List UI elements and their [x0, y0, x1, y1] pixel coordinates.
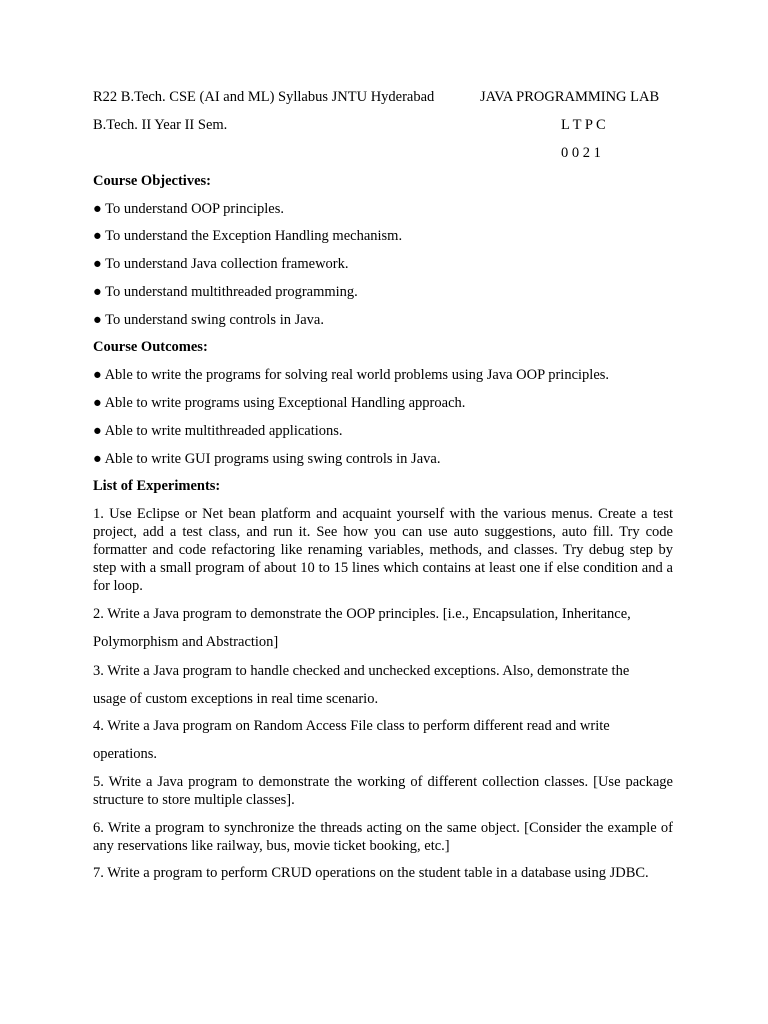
experiments-heading: List of Experiments:: [93, 478, 221, 494]
course-outcomes-heading: Course Outcomes:: [93, 339, 208, 355]
objective-item: ● To understand the Exception Handling mechanism.: [93, 228, 403, 244]
course-objectives-heading: Course Objectives:: [93, 173, 211, 189]
outcome-item: ● Able to write GUI programs using swing controls in Java.: [93, 451, 441, 467]
experiment-3-line-2: usage of custom exceptions in real time scenario.: [93, 691, 379, 707]
objective-item: ● To understand Java collection framework.: [93, 256, 349, 272]
outcome-item: ● Able to write the programs for solving real world problems using Java OOP principles.: [93, 367, 610, 383]
objective-item: ● To understand swing controls in Java.: [93, 312, 324, 328]
experiment-7: 7. Write a program to perform CRUD operations on the student table in a database using JDBC.: [93, 865, 649, 881]
experiment-3-line-1: 3. Write a Java program to handle checked and unchecked exceptions. Also, demonstrate the: [93, 663, 630, 679]
outcome-item: ● Able to write programs using Exceptional Handling approach.: [93, 395, 466, 411]
year-semester: B.Tech. II Year II Sem.: [93, 117, 228, 133]
ltpc-labels: L T P C: [561, 117, 606, 133]
ltpc-values: 0 0 2 1: [561, 145, 601, 161]
objective-item: ● To understand multithreaded programming.: [93, 284, 358, 300]
course-title: JAVA PROGRAMMING LAB: [480, 89, 660, 105]
experiment-1: 1. Use Eclipse or Net bean platform and acquaint yourself with the various menus. Create a test project, add a test class, and run it. See how you can use auto suggestions, auto fill. Try code formatter and code refactoring like renaming variables, methods, and classes. Try debug step by step with a small program of about 10 to 15 lines which contains at least one if else condition and a for loop.: [93, 506, 673, 594]
outcome-item: ● Able to write multithreaded applications.: [93, 423, 343, 439]
experiment-2-line-2: Polymorphism and Abstraction]: [93, 634, 279, 650]
experiment-4-line-1: 4. Write a Java program on Random Access File class to perform different read and write: [93, 718, 610, 734]
experiment-5: 5. Write a Java program to demonstrate the working of different collection classes. [Use package structure to store multiple classes].: [93, 774, 673, 808]
experiment-6: 6. Write a program to synchronize the threads acting on the same object. [Consider the example of any reservations like railway, bus, movie ticket booking, etc.]: [93, 820, 673, 854]
experiment-2-line-1: 2. Write a Java program to demonstrate the OOP principles. [i.e., Encapsulation, Inheritance,: [93, 606, 631, 622]
syllabus-header: R22 B.Tech. CSE (AI and ML) Syllabus JNTU Hyderabad: [93, 89, 435, 105]
experiment-4-line-2: operations.: [93, 746, 158, 762]
objective-item: ● To understand OOP principles.: [93, 201, 284, 217]
